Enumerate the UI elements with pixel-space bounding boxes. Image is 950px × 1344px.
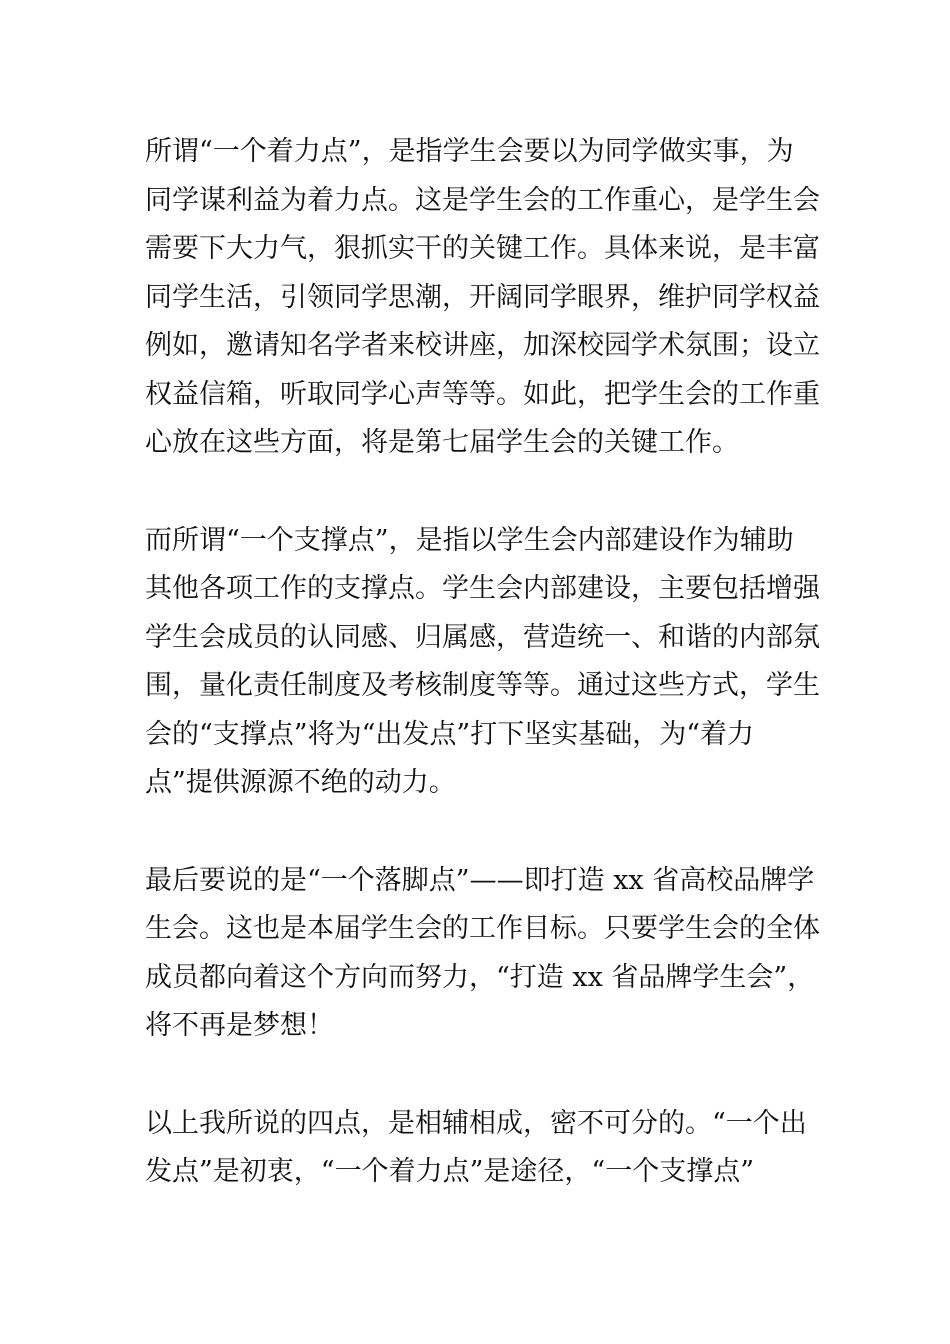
document-body <box>145 128 820 1197</box>
text-line: 同学生活，引领同学思潮，开阔同学眼界，维护同学权益 <box>145 281 820 313</box>
text-line: 发点”是初衷，“一个着力点”是途径，“一个支撑点” <box>145 1156 755 1187</box>
paragraph-landing-point <box>145 857 820 1051</box>
text-line: 而所谓“一个支撑点”，是指以学生会内部建设作为辅助 <box>145 524 794 556</box>
text-line: 将不再是梦想！ <box>145 1010 334 1041</box>
text-line: 学生会成员的认同感、归属感，营造统一、和谐的内部氛 <box>145 621 820 653</box>
paragraph-focus-point <box>145 128 820 468</box>
paragraph-spacer <box>145 1051 810 1100</box>
text-line: 点”提供源源不绝的动力。 <box>145 767 456 798</box>
text-line: 以上我所说的四点，是相辅相成，密不可分的。“一个出 <box>145 1107 807 1139</box>
text-line: 心放在这些方面，将是第七届学生会的关键工作。 <box>145 427 739 458</box>
text-line: 生会。这也是本届学生会的工作目标。只要学生会的全体 <box>145 913 820 944</box>
text-line: 需要下大力气，狠抓实干的关键工作。具体来说，是丰富 <box>145 233 820 264</box>
paragraph-spacer <box>145 808 810 857</box>
text-line: 会的“支撑点”将为“出发点”打下坚实基础，为“着力 <box>145 718 755 750</box>
text-line: 围，量化责任制度及考核制度等等。通过这些方式，学生 <box>145 670 820 701</box>
text-line: 所谓“一个着力点”，是指学生会要以为同学做实事，为 <box>145 136 794 167</box>
paragraph-spacer <box>145 468 810 517</box>
text-line: 成员都向着这个方向而努力，“打造 xx 省品牌学生会”， <box>145 961 815 993</box>
text-line: 其他各项工作的支撑点。学生会内部建设，主要包括增强 <box>145 573 820 604</box>
text-line: 同学谋利益为着力点。这是学生会的工作重心，是学生会 <box>145 184 820 216</box>
text-line: 例如，邀请知名学者来校讲座，加深校园学术氛围；设立 <box>145 330 820 361</box>
paragraph-summary <box>145 1100 810 1197</box>
text-line: 权益信箱，听取同学心声等等。如此，把学生会的工作重 <box>145 378 820 410</box>
paragraph-support-point <box>145 517 820 808</box>
text-line: 最后要说的是“一个落脚点”——即打造 xx 省高校品牌学 <box>145 864 815 896</box>
